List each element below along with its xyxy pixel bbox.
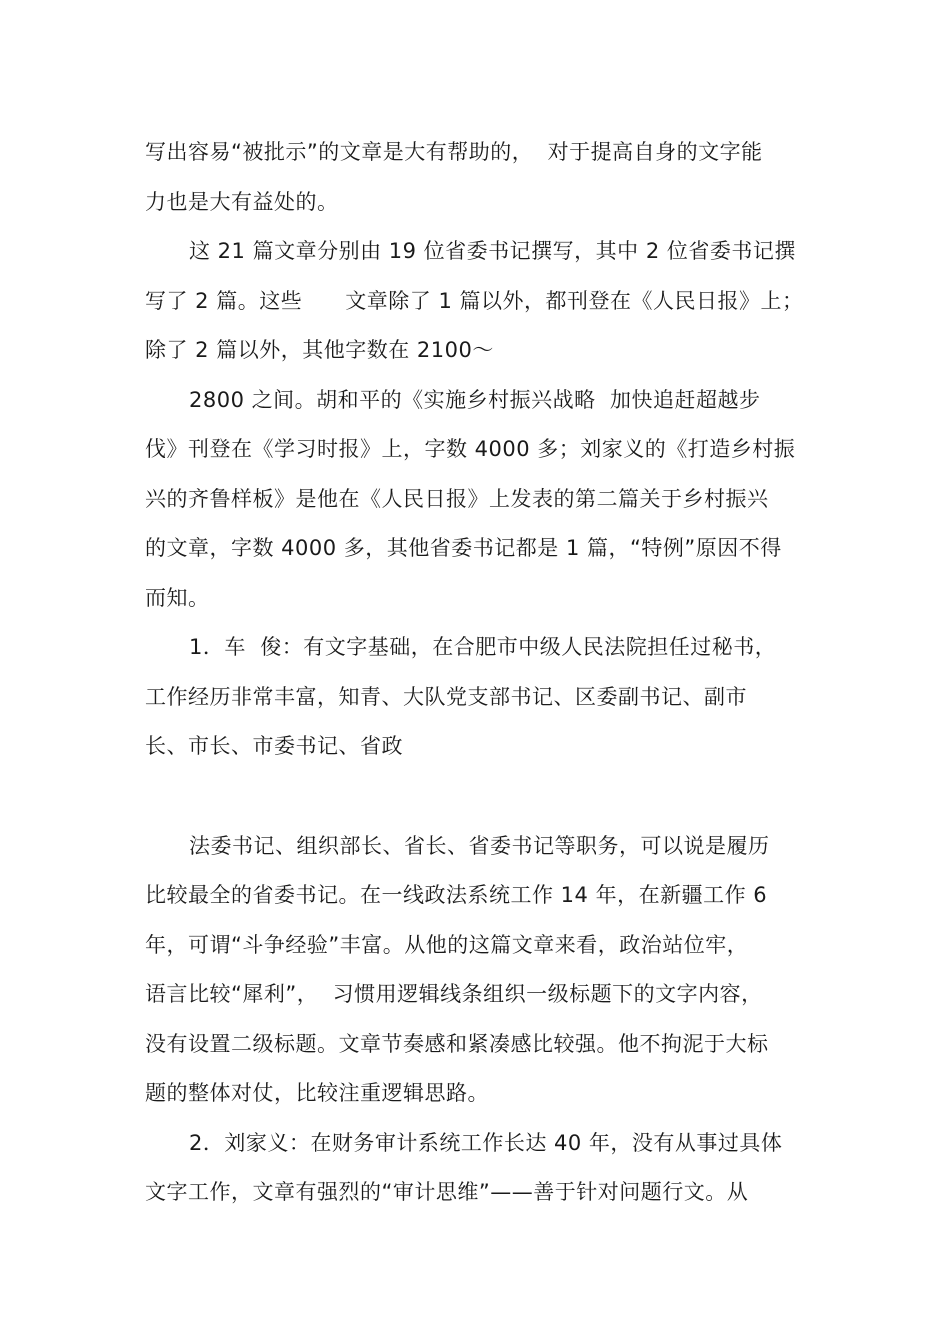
text-line: 比较最全的省委书记。在一线政法系统工作 14 年，在新疆工作 6 [145, 883, 768, 907]
text-line: 伐》刊登在《学习时报》上，字数 4000 多；刘家义的《打造乡村振 [145, 437, 796, 461]
text-line: 题的整体对仗，比较注重逻辑思路。 [145, 1081, 489, 1105]
text-line: 语言比较“犀利”， 习惯用逻辑线条组织一级标题下的文字内容， [145, 982, 763, 1006]
text-line: 年，可谓“斗争经验”丰富。从他的这篇文章来看，政治站位牢， [145, 933, 749, 957]
text-line: 文字工作，文章有强烈的“审计思维”——善于针对问题行文。从 [145, 1180, 749, 1204]
text-line: 长、市长、市委书记、省政 [145, 734, 403, 758]
text-line: 这 21 篇文章分别由 19 位省委书记撰写，其中 2 位省委书记撰 [189, 239, 796, 263]
text-line: 力也是大有益处的。 [145, 190, 339, 214]
text-line: 没有设置二级标题。文章节奏感和紧凑感比较强。他不拘泥于大标 [145, 1032, 769, 1056]
text-line: 写了 2 篇。这些 文章除了 1 篇以外，都刊登在《人民日报》上； [145, 289, 804, 313]
text-line: 兴的齐鲁样板》是他在《人民日报》上发表的第二篇关于乡村振兴 [145, 487, 769, 511]
text-line: 1．车 俊：有文字基础，在合肥市中级人民法院担任过秘书， [189, 635, 777, 659]
text-line: 除了 2 篇以外，其他字数在 2100～ [145, 338, 494, 362]
text-line: 的文章，字数 4000 多，其他省委书记都是 1 篇，“特例”原因不得 [145, 536, 782, 560]
text-line: 工作经历非常丰富，知青、大队党支部书记、区委副书记、副市 [145, 685, 747, 709]
text-line: 2800 之间。胡和平的《实施乡村振兴战略 加快追赶超越步 [189, 388, 761, 412]
text-line: 2．刘家义：在财务审计系统工作长达 40 年，没有从事过具体 [189, 1131, 783, 1155]
text-line: 法委书记、组织部长、省长、省委书记等职务，可以说是履历 [189, 834, 770, 858]
text-line: 而知。 [145, 586, 210, 610]
text-line: 写出容易“被批示”的文章是大有帮助的， 对于提高自身的文字能 [145, 140, 763, 164]
